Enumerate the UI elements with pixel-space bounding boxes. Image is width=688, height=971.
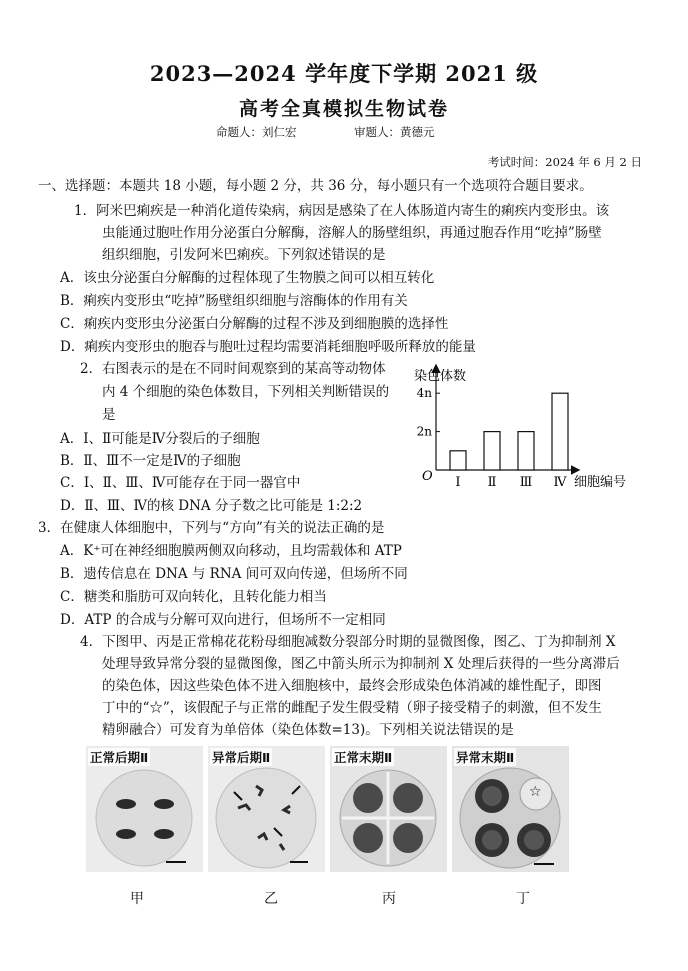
- q4-stem-line-3: 的染色体，因这些染色体不进入细胞核中，最终会形成染色体消减的雄性配子，即图: [102, 678, 602, 694]
- q2-option-d: D．Ⅱ、Ⅲ、Ⅳ的核 DNA 分子数之比可能是 1:2:2: [60, 498, 363, 514]
- q2-stem-line-2: 内 4 个细胞的染色体数目，下列相关判断错误的: [102, 384, 390, 400]
- reviewer: 审题人：黄德元: [354, 125, 435, 139]
- y-tick-label-1: 2n: [416, 424, 432, 439]
- micrograph-panel: [86, 746, 586, 874]
- q3-option-c: C．糖类和脂肪可双向转化，且转化能力相当: [60, 589, 327, 605]
- x-tick-label-1: Ⅰ: [455, 475, 461, 490]
- bar-cell-2: [484, 432, 500, 470]
- micrograph-label-abnormal-anaphase: 异常后期Ⅱ: [212, 750, 271, 765]
- q1-stem-line-3: 组织细胞，引发阿米巴痢疾。下列叙述错误的是: [102, 247, 386, 263]
- q4-stem-line-4: 丁中的“☆”，该假配子与正常的雌配子发生假受精（卵子接受精子的刺激，但不发生: [102, 700, 602, 716]
- q4-stem-line-5: 精卵融合）可发育为单倍体（染色体数=13)。下列相关说法错误的是: [102, 722, 514, 738]
- q3-option-d: D．ATP 的合成与分解可双向进行，但场所不一定相同: [60, 612, 386, 628]
- exam-subtitle: 高考全真模拟生物试卷: [238, 98, 449, 120]
- micrograph-label-normal-telophase: 正常末期Ⅱ: [334, 750, 393, 765]
- q1-option-a: A．该虫分泌蛋白分解酶的过程体现了生物膜之间可以相互转化: [60, 270, 435, 286]
- q1-option-d: D．痢疾内变形虫的胞吞与胞吐过程均需要消耗细胞呼吸所释放的能量: [60, 339, 476, 355]
- chart-svg: [408, 360, 648, 500]
- caption-jia: 甲: [130, 891, 144, 907]
- q4-stem-line-2: 处理导致异常分裂的显微图像，图乙中箭头所示为抑制剂 X 处理后获得的一些分离滞后: [102, 656, 620, 672]
- setter: 命题人：刘仁宏: [216, 125, 297, 139]
- q1-stem-line-2: 虫能通过胞吐作用分泌蛋白分解酶，溶解人的肠壁组织，再通过胞吞作用“吃掉”肠壁: [102, 225, 602, 241]
- x-tick-label-3: Ⅲ: [519, 475, 533, 490]
- bar-cell-3: [518, 432, 534, 470]
- caption-ding: 丁: [516, 891, 530, 907]
- bar-cell-4: [552, 393, 568, 470]
- q2-stem-line-1: 2．右图表示的是在不同时间观察到的某高等动物体: [80, 361, 386, 377]
- micrograph-normal-anaphase: [86, 746, 203, 872]
- section-heading: 一、选择题：本题共 18 小题，每小题 2 分，共 36 分，每小题只有一个选项符合题目要求。: [38, 178, 593, 194]
- q1-option-b: B．痢疾内变形虫“吃掉”肠壁组织细胞与溶酶体的作用有关: [60, 293, 408, 309]
- q3-option-a: A．K⁺可在神经细胞膜两侧双向移动，且均需载体和 ATP: [60, 543, 402, 559]
- y-axis-label: 染色体数: [414, 369, 467, 384]
- exam-title: 2023—2024 学年度下学期 2021 级: [149, 61, 539, 86]
- q3-option-b: B．遗传信息在 DNA 与 RNA 间可双向传递，但场所不同: [60, 566, 408, 582]
- y-tick-label-2: 4n: [416, 386, 432, 401]
- x-tick-label-2: Ⅱ: [487, 475, 497, 490]
- x-tick-label-4: Ⅳ: [553, 475, 567, 490]
- bar-cell-1: [450, 451, 466, 470]
- q2-stem-line-3: 是: [102, 407, 116, 423]
- q1-stem-line-1: 1．阿米巴痢疾是一种消化道传染病，病因是感染了在人体肠道内寄生的痢疾内变形虫。该: [74, 203, 610, 219]
- star-marker-icon: ☆: [529, 784, 542, 800]
- q2-option-c: C．Ⅰ、Ⅱ、Ⅲ、Ⅳ可能存在于同一器官中: [60, 475, 301, 491]
- caption-yi: 乙: [264, 891, 278, 907]
- q3-stem: 3．在健康人体细胞中，下列与“方向”有关的说法正确的是: [38, 520, 385, 536]
- micrograph-label-normal-anaphase: 正常后期Ⅱ: [90, 750, 149, 765]
- micrograph-abnormal-telophase: [452, 746, 569, 872]
- micrograph-label-abnormal-telophase: 异常末期Ⅱ: [456, 750, 515, 765]
- q4-stem-line-1: 4．下图甲、丙是正常棉花花粉母细胞减数分裂部分时期的显微图像，图乙、丁为抑制剂 X: [80, 634, 616, 650]
- exam-time: 考试时间：2024 年 6 月 2 日: [487, 155, 642, 169]
- q1-option-c: C．痢疾内变形虫分泌蛋白分解酶的过程不涉及到细胞膜的选择性: [60, 316, 449, 332]
- q2-option-b: B．Ⅱ、Ⅲ不一定是Ⅳ的子细胞: [60, 453, 241, 469]
- origin-label: O: [422, 469, 433, 484]
- x-axis-label: 细胞编号: [574, 475, 627, 490]
- micrograph-abnormal-anaphase: [208, 746, 325, 872]
- micrograph-normal-telophase: [330, 746, 447, 872]
- chromosome-bar-chart: [408, 360, 648, 500]
- caption-bing: 丙: [382, 891, 396, 907]
- q2-option-a: A．Ⅰ、Ⅱ可能是Ⅳ分裂后的子细胞: [60, 431, 260, 447]
